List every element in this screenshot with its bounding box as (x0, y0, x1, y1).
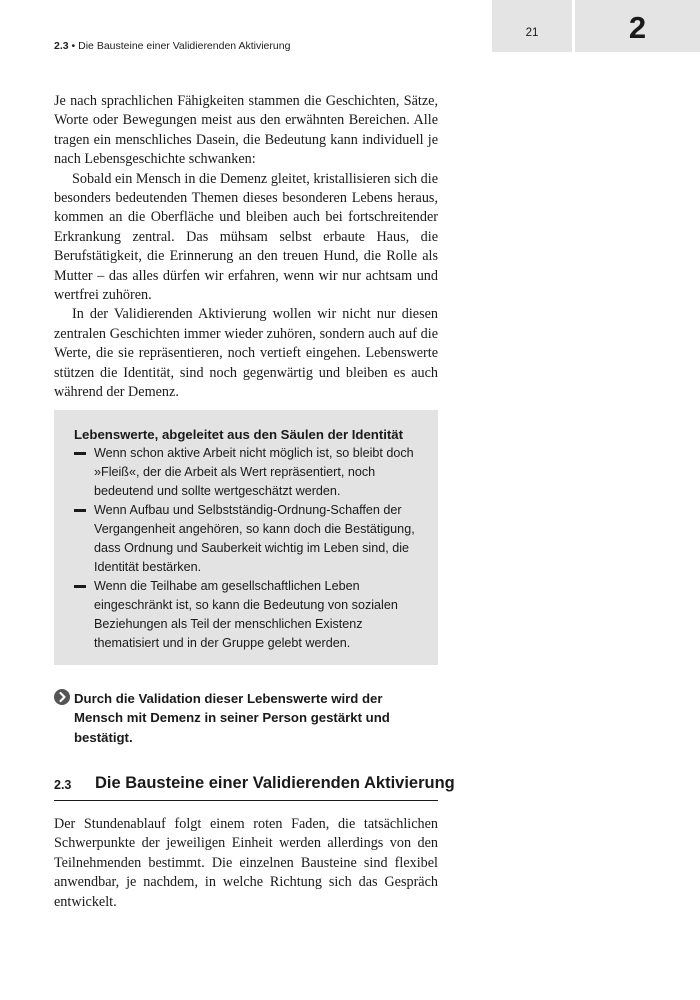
list-item (74, 501, 420, 577)
section-number: 2.3 (54, 778, 72, 792)
dash-bullet-icon (74, 585, 86, 588)
list-item-text: Wenn schon aktive Arbeit nicht möglich ist, so bleibt doch »Fleiß«, der die Arbeit als Wert repräsentiert, noch bedeutend und sollte wertgeschätzt werden. (94, 446, 414, 498)
paragraph-2: Sobald ein Mensch in die Demenz gleitet, kristallisieren sich die besonders bedeutenden Themen dieses besonderen Lebens heraus, kommen an die Oberfläche und bleiben auch bei fortschreitender Erkrankung zentral. Das mühsam selbst erbaute Haus, die Berufstätigkeit, die Erinnerung an den treuen Hund, die Rolle als Mutter – das alles dürfen wir erfahren, wenn wir nur achtsam und wertfrei zuhören. (54, 170, 438, 304)
lebenswerte-box (54, 410, 438, 665)
list-item-text: Wenn Aufbau und Selbstständig-Ordnung-Schaffen der Vergangenheit angehören, so kann doch die Bestätigung, dass Ordnung und Sauberkeit wichtig im Leben sind, die Identität bestärken. (94, 503, 415, 574)
paragraph-3: In der Validierenden Aktivierung wollen wir nicht nur diesen zentralen Geschichten immer wieder zuhören, sondern auch auf die Werte, die sie repräsentieren, noch vertieft eingehen. Lebenswerte stützen die Identität, sind noch gegenwärtig und bleiben es auch während der Demenz. (54, 306, 438, 401)
arrow-circle-icon (54, 689, 70, 705)
section-title: Die Bausteine einer Validierenden Aktivierung (95, 774, 455, 792)
section-heading (54, 772, 455, 801)
conclusion (54, 689, 434, 747)
running-header-title: Die Bausteine einer Validierenden Aktivierung (78, 40, 291, 52)
conclusion-text: Durch die Validation dieser Lebenswerte wird der Mensch mit Demenz in seiner Person gestärkt und bestätigt. (74, 691, 390, 745)
page-number: 21 (492, 0, 572, 52)
running-header-section-number: 2.3 (54, 40, 69, 52)
list-item-text: Wenn die Teilhabe am gesellschaftlichen Leben eingeschränkt ist, so kann die Bedeutung von sozialen Beziehungen als Teil der menschlichen Existenz thematisiert und in der Gruppe gelebt werden. (94, 579, 398, 650)
section-body (54, 815, 438, 912)
paragraph-1: Je nach sprachlichen Fähigkeiten stammen die Geschichten, Sätze, Worte oder Bewegungen meist aus den erwähnten Bereichen. Alle tragen ein menschliches Dasein, die Bedeutung kann individuell je nach Lebensgeschichte schwanken: (54, 93, 438, 168)
running-header-separator: • (71, 40, 76, 52)
running-header (54, 40, 290, 52)
box-title: Lebenswerte, abgeleitet aus den Säulen der Identität (74, 427, 404, 442)
dash-bullet-icon (74, 509, 86, 512)
body-text (54, 92, 438, 403)
list-item (74, 577, 420, 653)
section-paragraph: Der Stundenablauf folgt einem roten Faden, die tatsächlichen Schwerpunkte der jeweiligen Einheit werden allerdings von den Teilnehmenden bestimmt. Die einzelnen Bausteine sind flexibel anwendbar, je nachdem, in welche Richtung sich das Gespräch entwickelt. (54, 816, 438, 910)
chapter-number: 2 (575, 0, 700, 52)
dash-bullet-icon (74, 452, 86, 455)
list-item (74, 444, 420, 501)
